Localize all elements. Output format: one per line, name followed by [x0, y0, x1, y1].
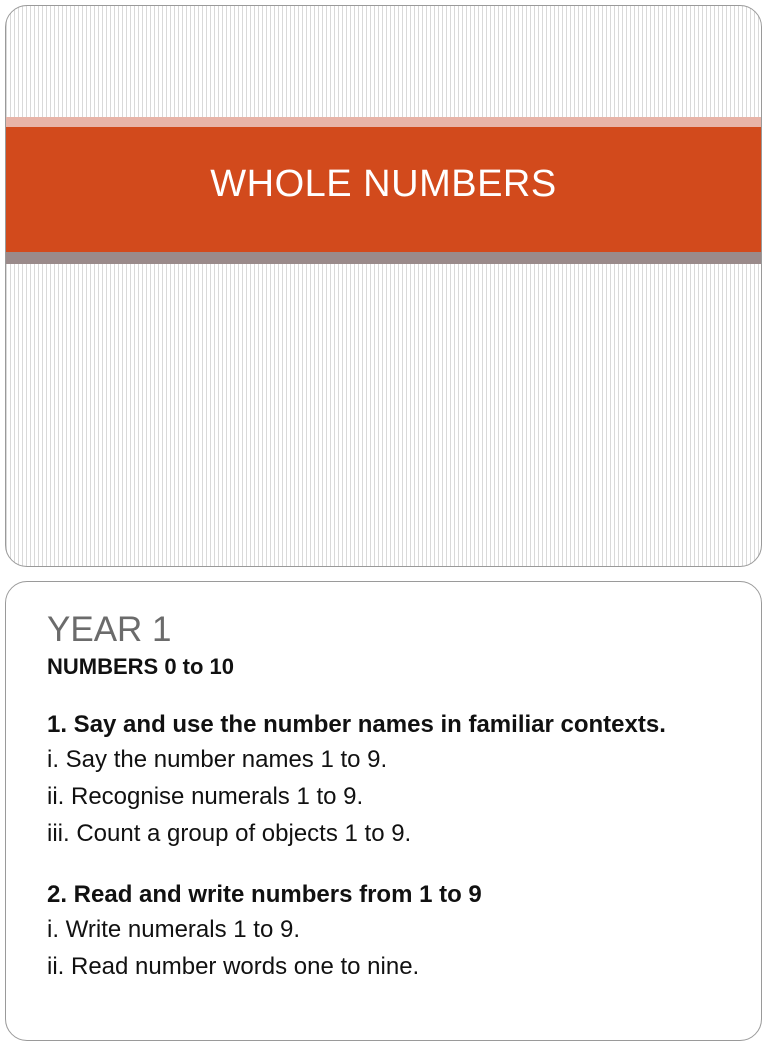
content-body [47, 610, 741, 985]
objective-item: i. Write numerals 1 to 9. [47, 916, 300, 943]
objective-heading: 1. Say and use the number names in familiar contexts. [47, 711, 666, 738]
objective-item: ii. Read number words one to nine. [47, 953, 420, 980]
year-title: YEAR 1 [47, 610, 172, 649]
objective-item: i. Say the number names 1 to 9. [47, 746, 388, 773]
section-subhead: NUMBERS 0 to 10 [47, 654, 235, 679]
objective-item: ii. Recognise numerals 1 to 9. [47, 783, 364, 810]
title-band-bottom-stripe [6, 252, 761, 264]
title-slide [5, 5, 762, 567]
content-slide [5, 581, 762, 1041]
title-band-top-stripe [6, 117, 761, 127]
objective-heading: 2. Read and write numbers from 1 to 9 [47, 881, 482, 908]
slide-title: WHOLE NUMBERS [210, 163, 557, 205]
title-band [6, 127, 761, 252]
objective-item: iii. Count a group of objects 1 to 9. [47, 820, 412, 847]
